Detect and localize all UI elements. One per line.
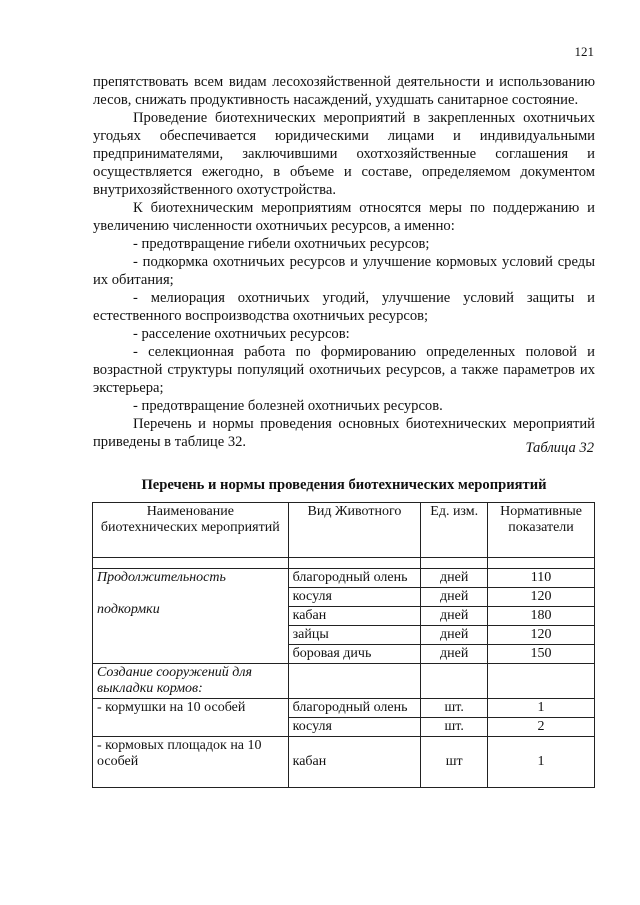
animal-cell: кабан (288, 607, 421, 626)
value-cell: 120 (488, 626, 595, 645)
animal-cell: косуля (288, 588, 421, 607)
paragraph: препятствовать всем видам лесохозяйственной деятельности и использованию лесов, снижать продуктивность насаждений, ухудшать санитарное состояние. (93, 74, 595, 108)
table-spacer-row (93, 558, 595, 569)
paragraph: Перечень и нормы проведения основных биотехнических мероприятий приведены в таблице 32. (93, 416, 595, 450)
header-event: Наименование биотехнических мероприятий (93, 503, 289, 558)
list-item: - предотвращение гибели охотничьих ресурсов; (133, 236, 430, 252)
grounds-label-cell: - кормовых площадок на 10 особей (93, 737, 289, 788)
header-unit: Ед. изм. (421, 503, 488, 558)
feeding-duration-cell (93, 569, 289, 664)
list-item: - мелиорация охотничьих угодий, улучшение условий защиты и естественного воспроизводства охотничьих ресурсов; (93, 290, 595, 324)
norms-table (92, 502, 595, 788)
value-cell: 120 (488, 588, 595, 607)
value-cell: 1 (488, 699, 595, 718)
paragraph: Проведение биотехнических мероприятий в закрепленных охотничьих угодьях обеспечивается юридическими лицами и индивидуальными предпринимателями, заключившими охотхозяйственные соглашения и осуществляется ежегодно, в объеме и составе, определяемом документом внутрихозяйственного охотустройства. (93, 110, 595, 198)
animal-cell: кабан (288, 737, 421, 788)
unit-cell: шт. (421, 718, 488, 737)
value-cell: 2 (488, 718, 595, 737)
unit-cell: дней (421, 607, 488, 626)
list-item: - подкормка охотничьих ресурсов и улучшение кормовых условий среды их обитания; (93, 254, 595, 288)
animal-cell: зайцы (288, 626, 421, 645)
unit-cell: дней (421, 588, 488, 607)
feeding-label-line2: подкормки (97, 602, 160, 617)
table-row (93, 664, 595, 699)
table-row (93, 699, 595, 718)
animal-cell: косуля (288, 718, 421, 737)
value-cell: 180 (488, 607, 595, 626)
table-row (93, 569, 595, 588)
feeders-label-cell: - кормушки на 10 особей (93, 699, 289, 737)
animal-cell: благородный олень (288, 569, 421, 588)
list-item: - расселение охотничьих ресурсов: (133, 326, 350, 342)
unit-cell: дней (421, 569, 488, 588)
value-cell: 110 (488, 569, 595, 588)
page-number: 121 (574, 44, 594, 59)
body-text (93, 73, 595, 451)
unit-cell: дней (421, 626, 488, 645)
table-row (93, 737, 595, 788)
header-norm: Нормативные показатели (488, 503, 595, 558)
animal-cell: благородный олень (288, 699, 421, 718)
header-animal: Вид Животного (288, 503, 421, 558)
structures-label-cell: Создание сооружений для выкладки кормов: (93, 664, 289, 699)
unit-cell: шт. (421, 699, 488, 718)
table-header-row (93, 503, 595, 558)
unit-cell: шт (421, 737, 488, 788)
paragraph: К биотехническим мероприятиям относятся меры по поддержанию и увеличению численности охотничьих ресурсов, а именно: (93, 200, 595, 234)
value-cell: 1 (488, 737, 595, 788)
unit-cell: дней (421, 645, 488, 664)
feeding-label-line1: Продолжительность (97, 570, 226, 585)
table-caption: Таблица 32 (525, 440, 594, 456)
value-cell: 150 (488, 645, 595, 664)
table-title: Перечень и нормы проведения биотехнических мероприятий (141, 477, 547, 493)
list-item: - предотвращение болезней охотничьих ресурсов. (133, 398, 443, 414)
list-item: - селекционная работа по формированию определенных половой и возрастной структуры популяций охотничьих ресурсов, а также параметров их экстерьера; (93, 344, 595, 396)
animal-cell: боровая дичь (288, 645, 421, 664)
